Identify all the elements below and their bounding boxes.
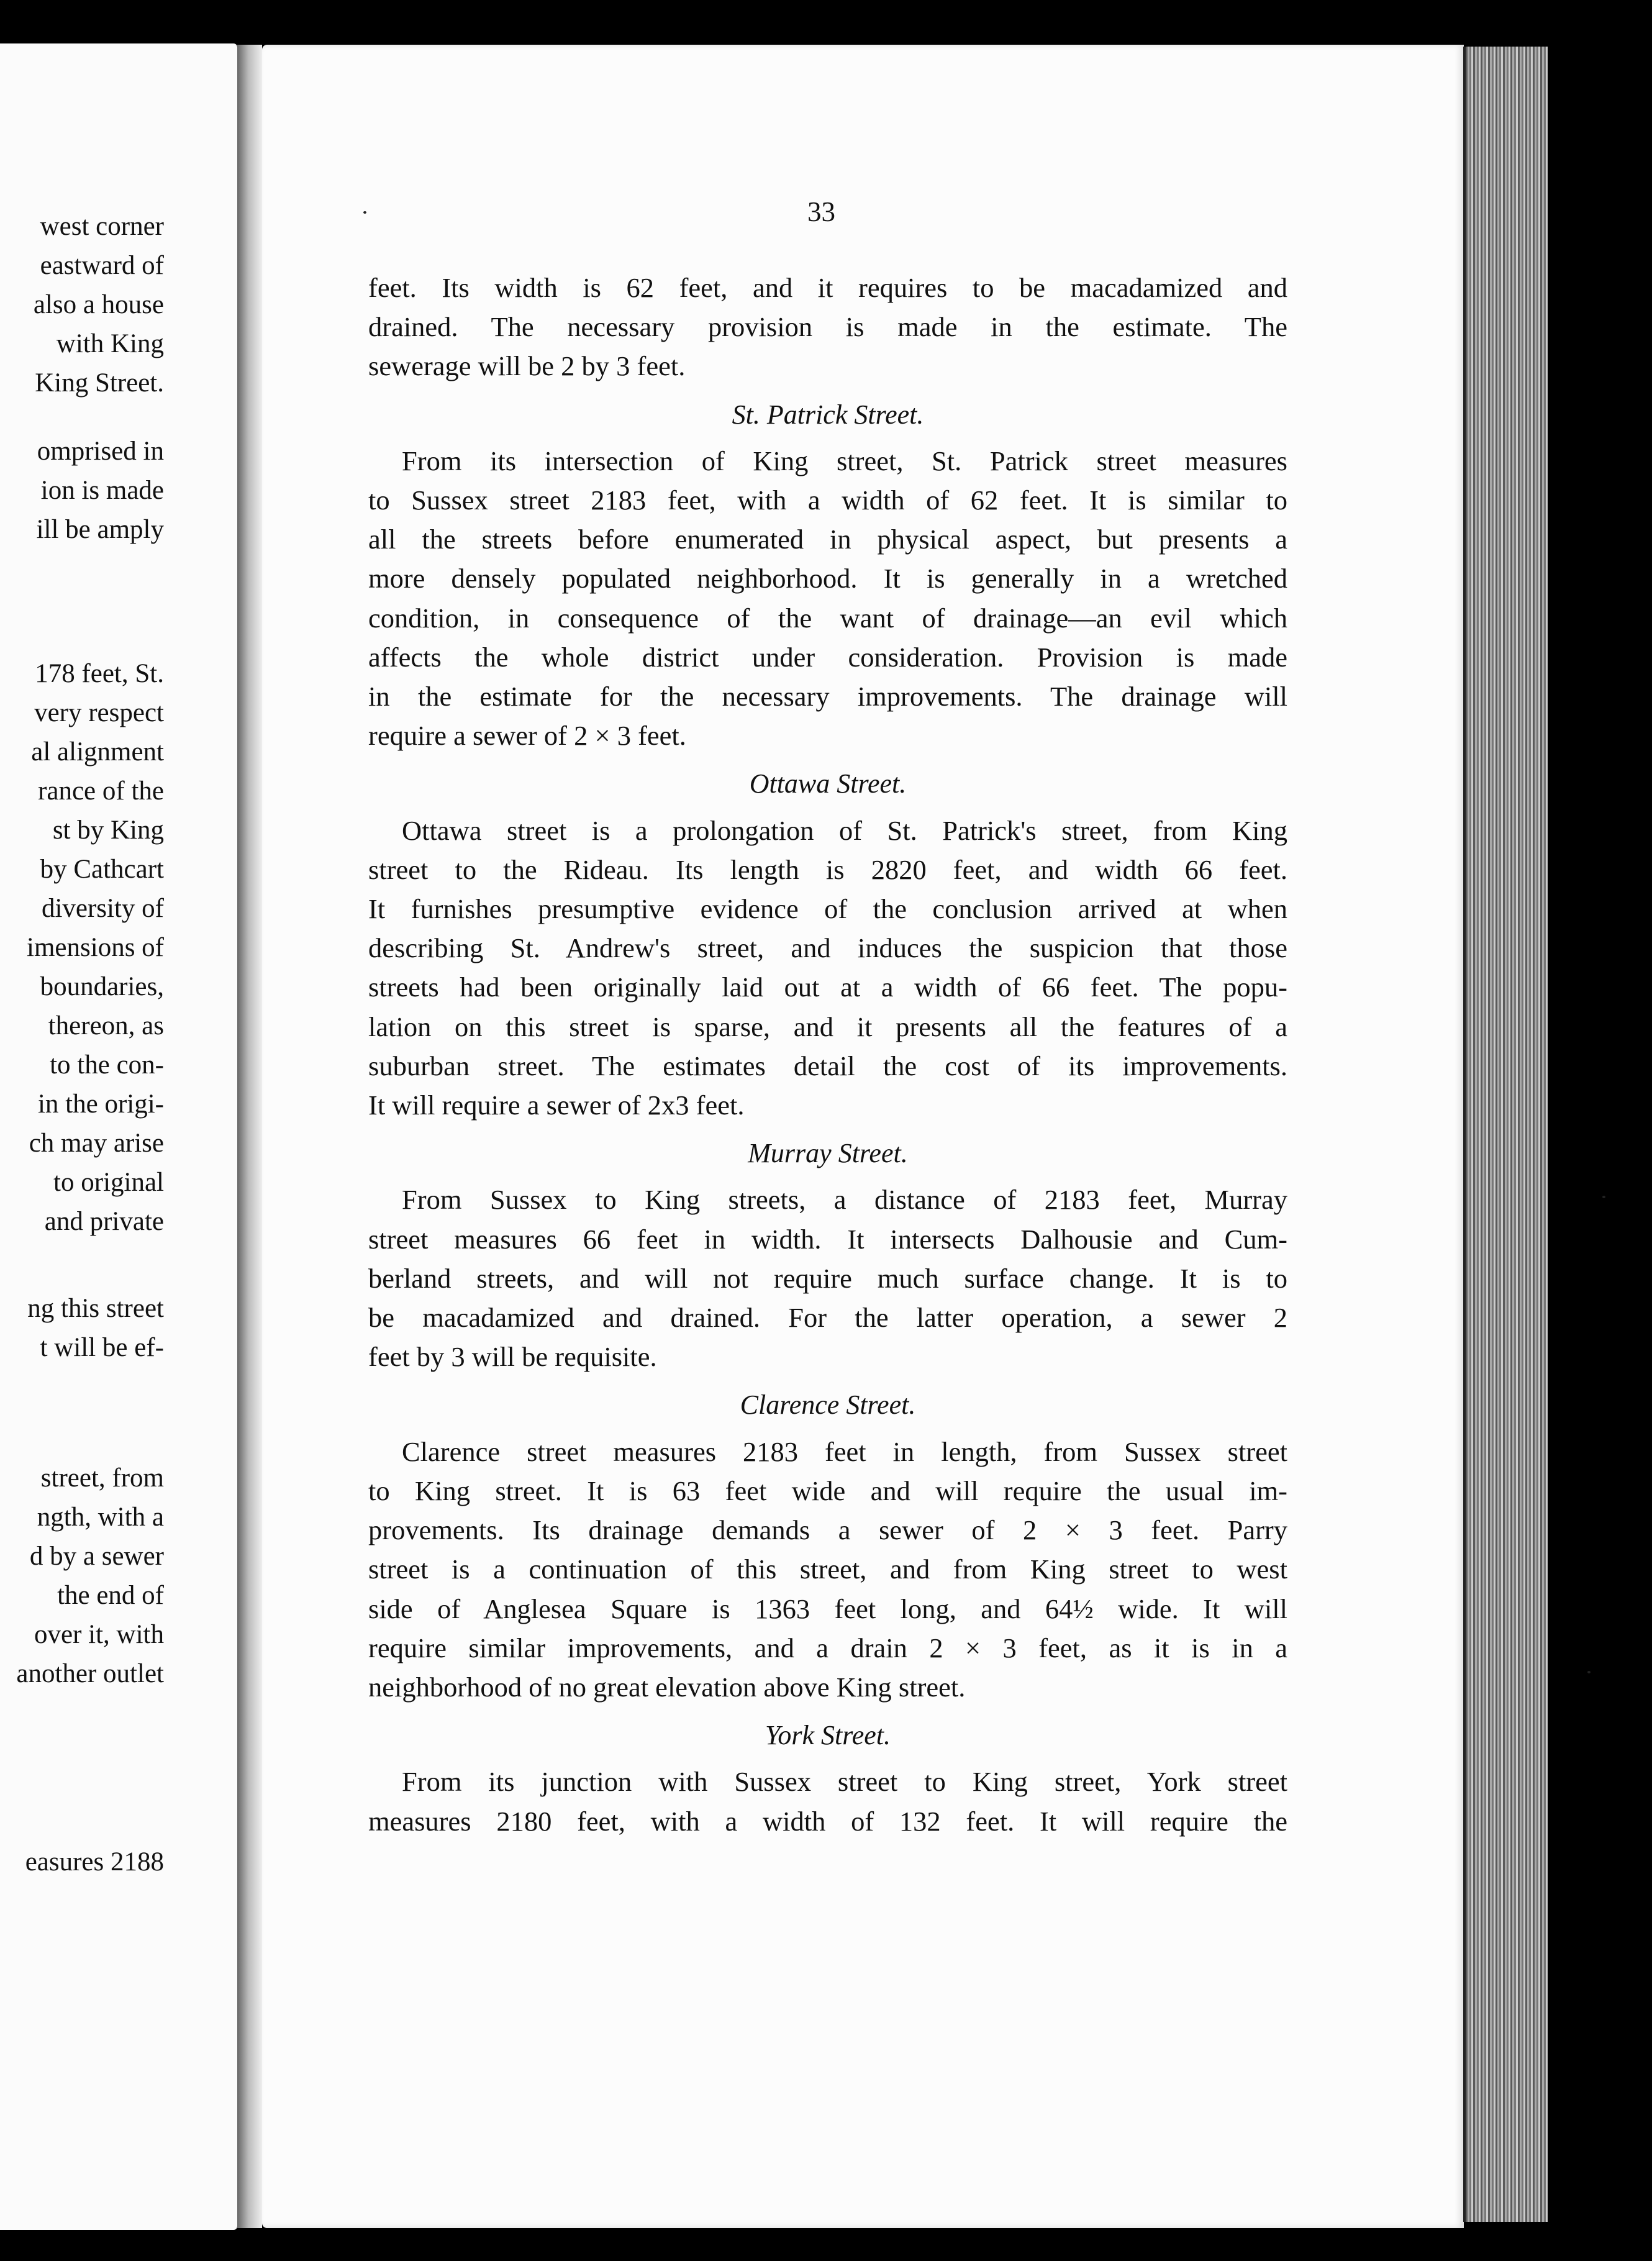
text-line: Clarence street measures 2183 feet in length, from Sussex street — [402, 1435, 1287, 1467]
text-line: streets had been originally laid out at a width of 66 feet. The popu- — [368, 971, 1287, 1003]
left-page-line: over it, with — [34, 1620, 164, 1649]
text-line: From its junction with Sussex street to King street, York street — [402, 1766, 1287, 1798]
section-paragraph — [368, 811, 1287, 1126]
left-page-line: imensions of — [27, 933, 164, 962]
left-page-line: ngth, with a — [37, 1503, 164, 1532]
left-page-line: ng this street — [27, 1294, 164, 1323]
text-line: feet. Its width is 62 feet, and it requires to be macadamized and — [368, 272, 1287, 303]
section-heading: St. Patrick Street. — [732, 399, 924, 430]
left-page-line: with King — [56, 329, 164, 358]
section-paragraph — [368, 1180, 1287, 1376]
left-page-line: ch may arise — [29, 1129, 164, 1158]
text-line: From Sussex to King streets, a distance of 2183 feet, Murray — [402, 1184, 1287, 1216]
left-page-line: another outlet — [16, 1659, 164, 1688]
text-line: require similar improvements, and a drain 2 × 3 feet, as it is in a — [368, 1632, 1287, 1663]
paper-speck — [363, 211, 366, 214]
left-page-line: eastward of — [40, 251, 164, 280]
paper-speck — [1587, 1671, 1591, 1673]
left-page-line: thereon, as — [48, 1011, 164, 1040]
page-edges — [1463, 47, 1548, 2222]
left-page-line: King Street. — [35, 368, 164, 398]
text-line: sewerage will be 2 by 3 feet. — [368, 350, 686, 382]
text-line: From its intersection of King street, St. Patrick street measures — [402, 445, 1287, 476]
left-page-line: t will be ef- — [40, 1333, 164, 1362]
text-line: drained. The necessary provision is made in the estimate. The — [368, 311, 1287, 343]
section-heading: Ottawa Street. — [749, 768, 907, 799]
text-line: condition, in consequence of the want of drainage—an evil which — [368, 602, 1287, 634]
left-page-line: diversity of — [41, 894, 164, 923]
text-line: in the estimate for the necessary improvements. The drainage will — [368, 681, 1287, 712]
left-page-line: omprised in — [37, 437, 164, 466]
left-page-line: by Cathcart — [40, 855, 164, 884]
text-line: street measures 66 feet in width. It intersects Dalhousie and Cum- — [368, 1223, 1287, 1255]
text-line: be macadamized and drained. For the latter operation, a sewer 2 — [368, 1302, 1287, 1334]
book-gutter — [237, 45, 262, 2228]
section-heading: Clarence Street. — [740, 1390, 916, 1421]
text-line: Ottawa street is a prolongation of St. Patrick's street, from King — [402, 814, 1287, 846]
text-line: describing St. Andrew's street, and induces the suspicion that those — [368, 932, 1287, 964]
section-paragraph — [368, 442, 1287, 756]
section-heading: York Street. — [765, 1720, 891, 1751]
left-page-line: west corner — [40, 212, 164, 241]
text-line: suburban street. The estimates detail the cost of its improvements. — [368, 1050, 1287, 1081]
left-page-line: also a house — [33, 290, 164, 319]
left-page-line: in the origi- — [37, 1090, 164, 1119]
text-line: lation on this street is sparse, and it presents all the features of a — [368, 1011, 1287, 1042]
left-page-line: easures 2188 — [25, 1847, 164, 1877]
text-line: provements. Its drainage demands a sewer of 2 × 3 feet. Parry — [368, 1514, 1287, 1546]
left-page-line: to the con- — [50, 1050, 164, 1080]
text-line: to King street. It is 63 feet wide and will require the usual im- — [368, 1475, 1287, 1506]
text-line: It furnishes presumptive evidence of the conclusion arrived at when — [368, 893, 1287, 925]
text-line: affects the whole district under consideration. Provision is made — [368, 641, 1287, 673]
text-line: berland streets, and will not require much surface change. It is to — [368, 1262, 1287, 1294]
left-page-line: the end of — [57, 1581, 164, 1610]
main-text — [368, 268, 1287, 1841]
left-page-line: to original — [53, 1168, 164, 1197]
text-line: all the streets before enumerated in physical aspect, but presents a — [368, 524, 1287, 555]
left-page-line: rance of the — [38, 776, 164, 806]
intro-paragraph — [368, 268, 1287, 386]
paper-speck — [1602, 1196, 1605, 1198]
left-page-line: very respect — [34, 698, 164, 727]
left-page-line: d by a sewer — [29, 1542, 164, 1571]
text-line: require a sewer of 2 × 3 feet. — [368, 720, 686, 752]
left-page-line: ion is made — [40, 476, 164, 505]
left-page-line: ill be amply — [36, 515, 164, 544]
section-paragraph — [368, 1762, 1287, 1840]
text-line: to Sussex street 2183 feet, with a width of 62 feet. It is similar to — [368, 484, 1287, 516]
left-page-line: and private — [44, 1207, 164, 1236]
left-page-line: street, from — [40, 1463, 164, 1493]
text-line: street is a continuation of this street, and from King street to west — [368, 1554, 1287, 1585]
text-line: measures 2180 feet, with a width of 132 feet. It will require the — [368, 1805, 1287, 1837]
left-page-line: al alignment — [31, 737, 164, 767]
text-line: street to the Rideau. Its length is 2820 feet, and width 66 feet. — [368, 853, 1287, 885]
section-paragraph — [368, 1432, 1287, 1707]
text-line: side of Anglesea Square is 1363 feet long, and 64½ wide. It will — [368, 1593, 1287, 1624]
text-line: It will require a sewer of 2x3 feet. — [368, 1090, 745, 1121]
left-page-line: 178 feet, St. — [35, 659, 164, 688]
text-line: neighborhood of no great elevation above King street. — [368, 1671, 966, 1703]
left-page-line: boundaries, — [40, 972, 164, 1001]
text-line: more densely populated neighborhood. It is generally in a wretched — [368, 563, 1287, 594]
section-heading: Murray Street. — [748, 1138, 908, 1169]
left-page — [0, 43, 237, 2230]
left-page-line: st by King — [52, 816, 164, 845]
page-number: 33 — [807, 196, 835, 227]
text-line: feet by 3 will be requisite. — [368, 1341, 657, 1373]
